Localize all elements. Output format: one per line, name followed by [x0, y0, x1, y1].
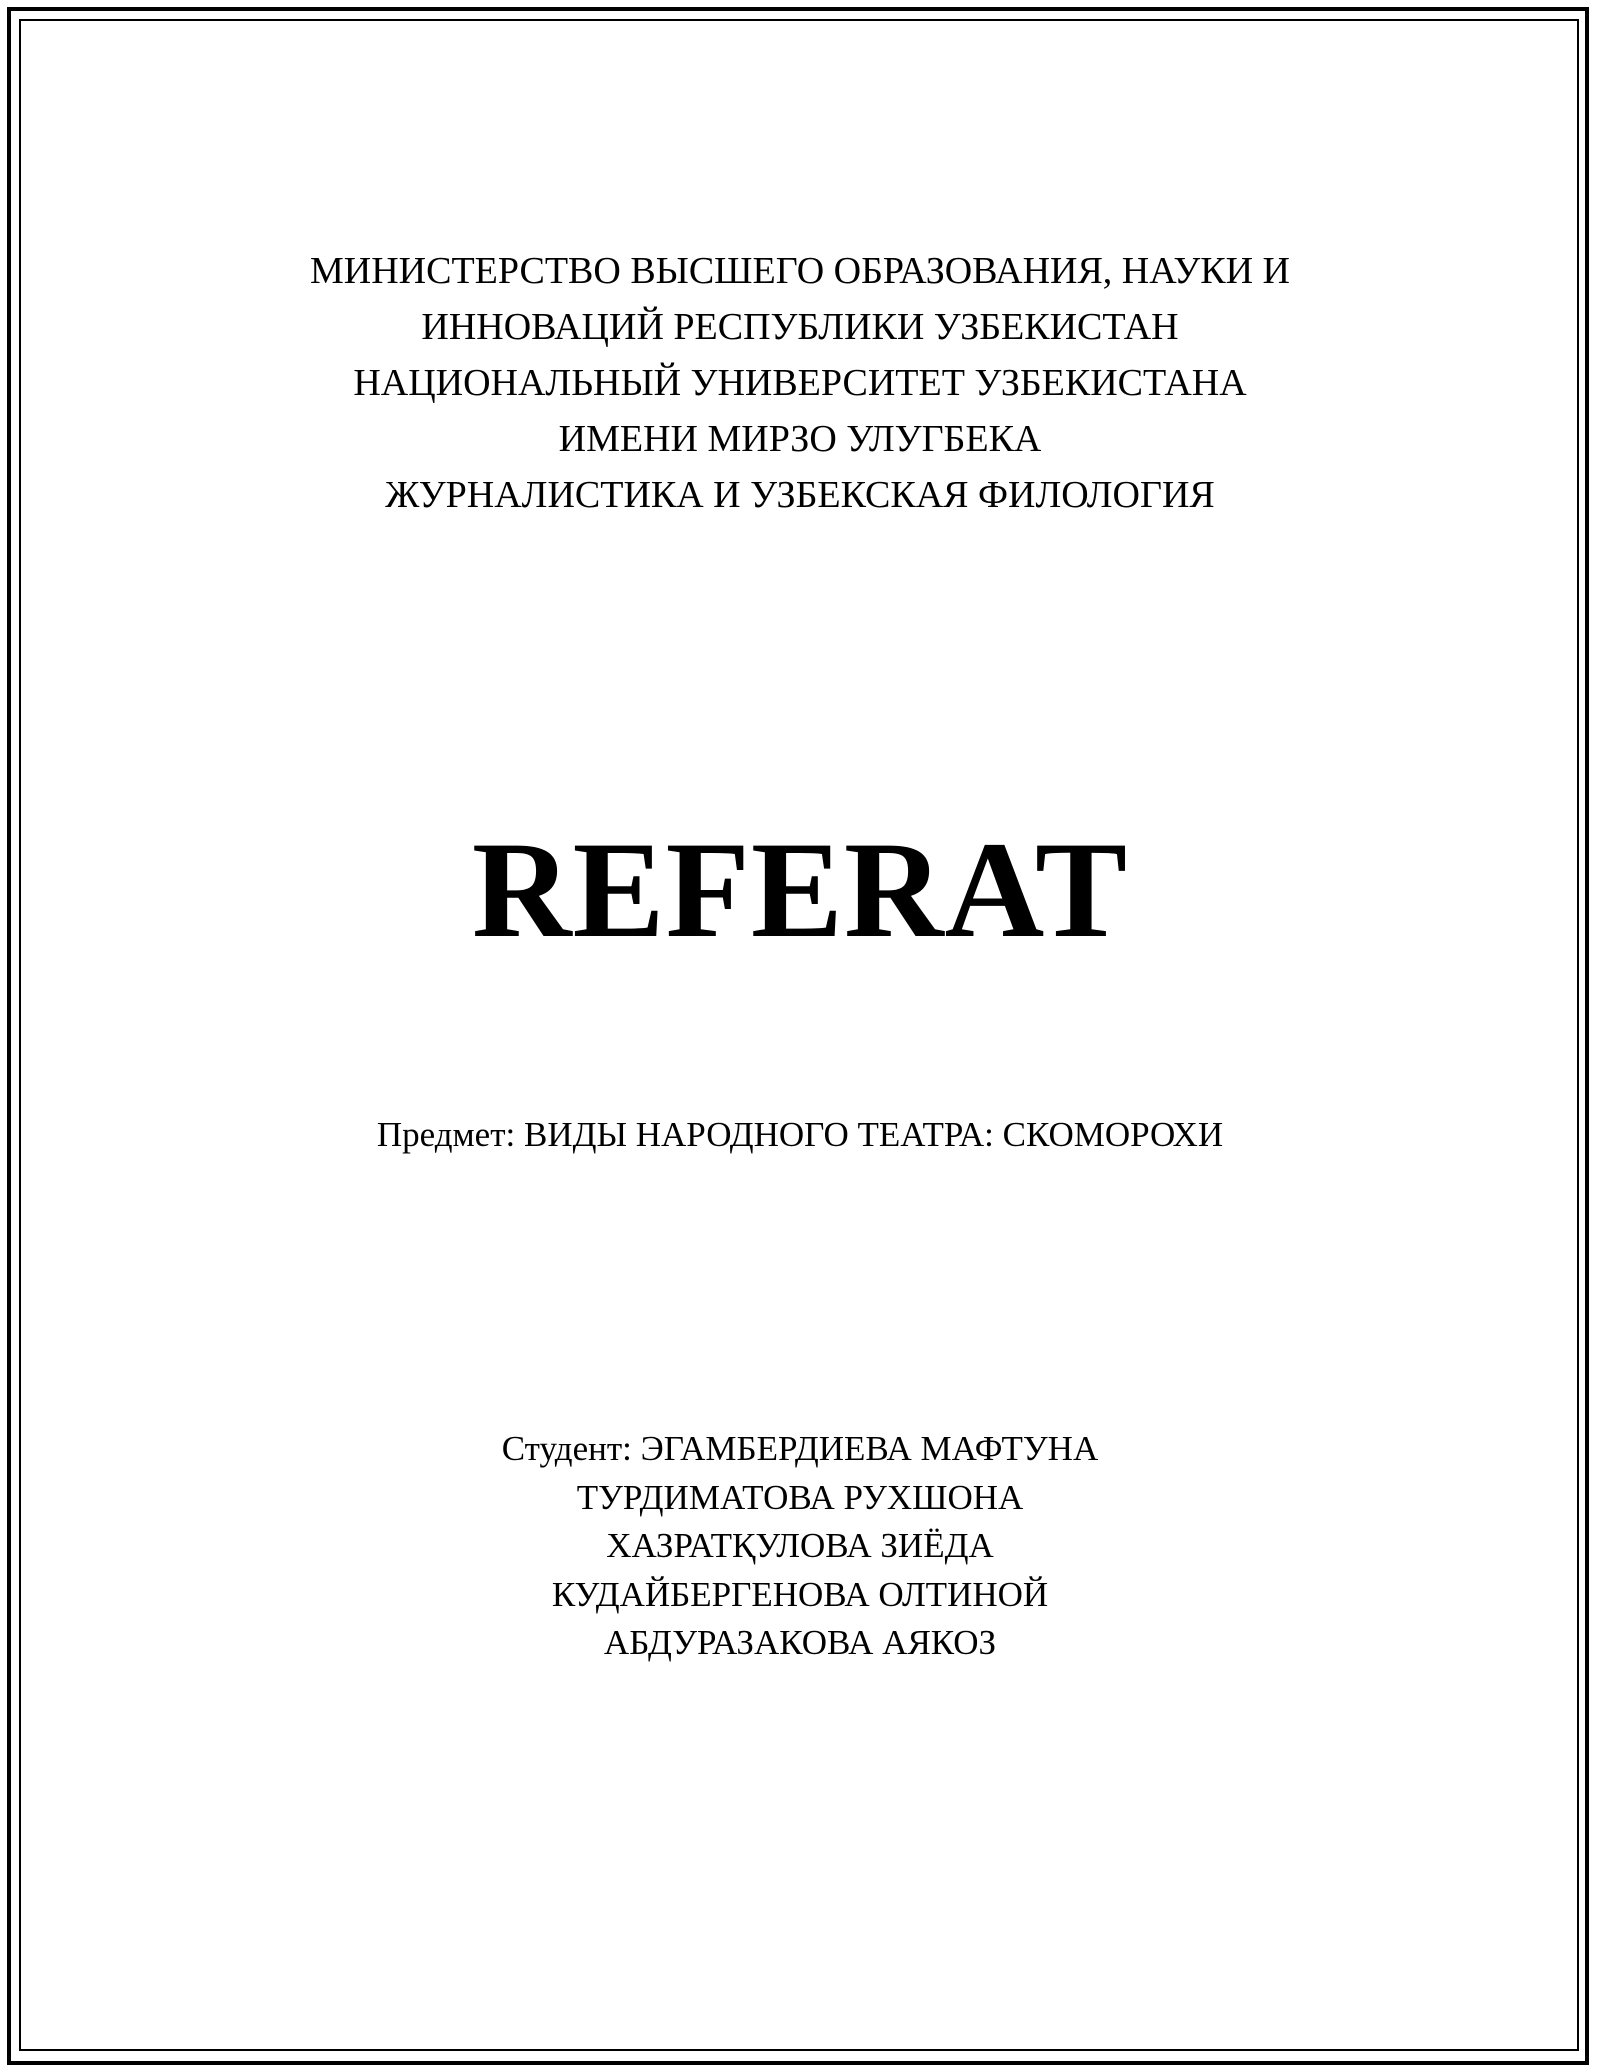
- header-line: ИННОВАЦИЙ РЕСПУБЛИКИ УЗБЕКИСТАН: [421, 306, 1179, 348]
- document-title: REFERAT: [471, 813, 1129, 966]
- subject-line: Предмет: ВИДЫ НАРОДНОГО ТЕАТРА: СКОМОРОХИ: [376, 1115, 1224, 1154]
- student-line: КУДАЙБЕРГЕНОВА ОЛТИНОЙ: [551, 1574, 1049, 1614]
- header-line: НАЦИОНАЛЬНЫЙ УНИВЕРСИТЕТ УЗБЕКИСТАНА: [353, 362, 1247, 404]
- header-line: МИНИСТЕРСТВО ВЫСШЕГО ОБРАЗОВАНИЯ, НАУКИ И: [310, 250, 1290, 292]
- student-line: Студент: ЭГАМБЕРДИЕВА МАФТУНА: [501, 1429, 1099, 1468]
- student-line: ТУРДИМАТОВА РУХШОНА: [576, 1477, 1024, 1517]
- students-list: [0, 1425, 1600, 1668]
- institution-header: [0, 243, 1600, 523]
- student-line: АБДУРАЗАКОВА АЯКОЗ: [603, 1623, 997, 1662]
- header-line: ЖУРНАЛИСТИКА И УЗБЕКСКАЯ ФИЛОЛОГИЯ: [385, 474, 1215, 516]
- header-line: ИМЕНИ МИРЗО УЛУГБЕКА: [558, 418, 1042, 460]
- student-line: ХАЗРАТҚУЛОВА ЗИЁДА: [606, 1526, 994, 1565]
